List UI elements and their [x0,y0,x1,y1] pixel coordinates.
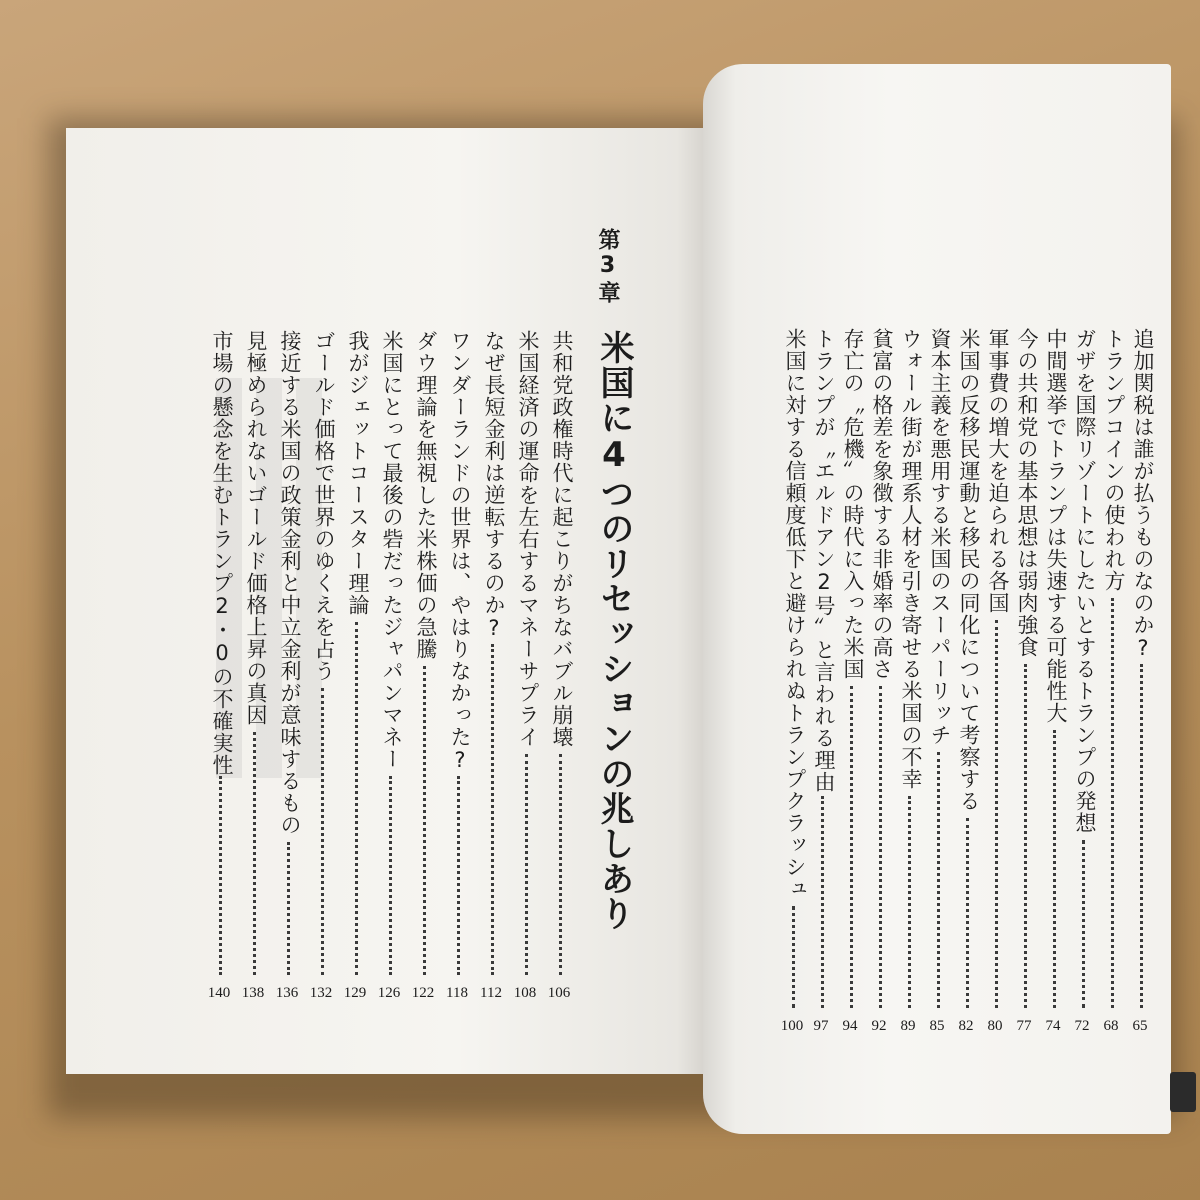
toc-entry-title: 米国の反移民運動と移民の同化について考察する [957,328,981,812]
toc-entry-title: 資本主義を悪用する米国のスーパーリッチ [928,328,952,746]
toc-leader-dots [219,776,222,975]
toc-entry-title: ガザを国際リゾートにしたいとするトランプの発想 [1073,328,1097,834]
toc-entry-title: 追加関税は誰が払うものなのか? [1131,328,1155,661]
toc-entry-title: 貧富の格差を象徴する非婚率の高さ [870,328,894,680]
toc-leader-dots [1140,664,1143,1008]
toc-leader-dots [995,620,998,1008]
binder-clip [1170,1072,1196,1112]
toc-page-number: 106 [547,985,571,1001]
toc-leader-dots [966,818,969,1008]
toc-leader-dots [1111,598,1114,1008]
toc-entry-title: トランプが〝エルドアン2号〟と言われる理由 [812,328,836,793]
toc-page-number: 94 [842,1018,858,1034]
toc-entry-title: なぜ長短金利は逆転するのか? [482,330,506,641]
toc-page-number: 82 [958,1018,974,1034]
toc-entry-title: 軍事費の増大を迫られる各国 [986,328,1010,614]
toc-page-number: 85 [929,1018,945,1034]
toc-entry-title: ダウ理論を無視した米株価の急騰 [414,330,438,660]
toc-leader-dots [389,776,392,975]
toc-page-number: 112 [480,985,502,1001]
toc-leader-dots [850,686,853,1008]
toc-page-number: 77 [1016,1018,1032,1034]
toc-leader-dots [937,752,940,1008]
toc-leader-dots [879,686,882,1008]
toc-leader-dots [559,754,562,975]
toc-page-number: 136 [275,985,299,1001]
toc-entry-title: ウォール街が理系人材を引き寄せる米国の不幸 [899,328,923,790]
toc-page-number: 140 [207,985,231,1001]
toc-entry-title: 共和党政権時代に起こりがちなバブル崩壊 [550,330,574,748]
toc-leader-dots [355,622,358,975]
toc-entry-title: 今の共和党の基本思想は弱肉強食 [1015,328,1039,658]
toc-entry-title: トランプコインの使われ方 [1102,328,1126,592]
toc-leader-dots [457,776,460,975]
toc-page-number: 89 [900,1018,916,1034]
toc-leader-dots [287,842,290,975]
toc-entry-title: 米国経済の運命を左右するマネーサプライ [516,330,540,748]
toc-leader-dots [792,906,795,1008]
toc-page-number: 108 [513,985,537,1001]
toc-leader-dots [491,644,494,975]
toc-leader-dots [525,754,528,975]
toc-entry-title: 米国に対する信頼度低下と避けられぬトランプクラッシュ [783,328,807,900]
chapter-title: 米国に4つのリセッションの兆しあり [594,330,634,931]
toc-leader-dots [253,732,256,975]
toc-page-number: 118 [446,985,468,1001]
toc-leader-dots [821,796,824,1008]
toc-leader-dots [1082,840,1085,1008]
toc-page-number: 97 [813,1018,829,1034]
toc-page-number: 100 [780,1018,804,1034]
toc-entry-title: 市場の懸念を生むトランプ2・0の不確実性 [210,330,234,776]
toc-entry-title: 米国にとって最後の砦だったジャパンマネー [380,330,404,770]
toc-leader-dots [423,666,426,975]
toc-entry-title: 存亡の〝危機〟の時代に入った米国 [841,328,865,680]
toc-page-number: 126 [377,985,401,1001]
toc-page-number: 65 [1132,1018,1148,1034]
toc-entry-title: ワンダーランドの世界は、やはりなかった? [448,330,472,773]
toc-leader-dots [1053,730,1056,1008]
chapter-label: 第3章 [595,228,620,306]
toc-page-number: 92 [871,1018,887,1034]
toc-leader-dots [908,796,911,1008]
toc-page-number: 132 [309,985,333,1001]
toc-page-number: 68 [1103,1018,1119,1034]
toc-page-number: 80 [987,1018,1003,1034]
toc-page-number: 129 [343,985,367,1001]
toc-entry-title: 中間選挙でトランプは失速する可能性大 [1044,328,1068,724]
toc-page-number: 74 [1045,1018,1061,1034]
toc-entry-title: 接近する米国の政策金利と中立金利が意味するもの [278,330,302,836]
toc-leader-dots [1024,664,1027,1008]
toc-page-number: 138 [241,985,265,1001]
toc-leader-dots [321,688,324,975]
toc-entry-title: 我がジェットコースター理論 [346,330,370,616]
toc-entry-title: 見極められないゴールド価格上昇の真因 [244,330,268,726]
toc-page-number: 122 [411,985,435,1001]
toc-page-number: 72 [1074,1018,1090,1034]
toc-entry-title: ゴールド価格で世界のゆくえを占う [312,330,336,682]
